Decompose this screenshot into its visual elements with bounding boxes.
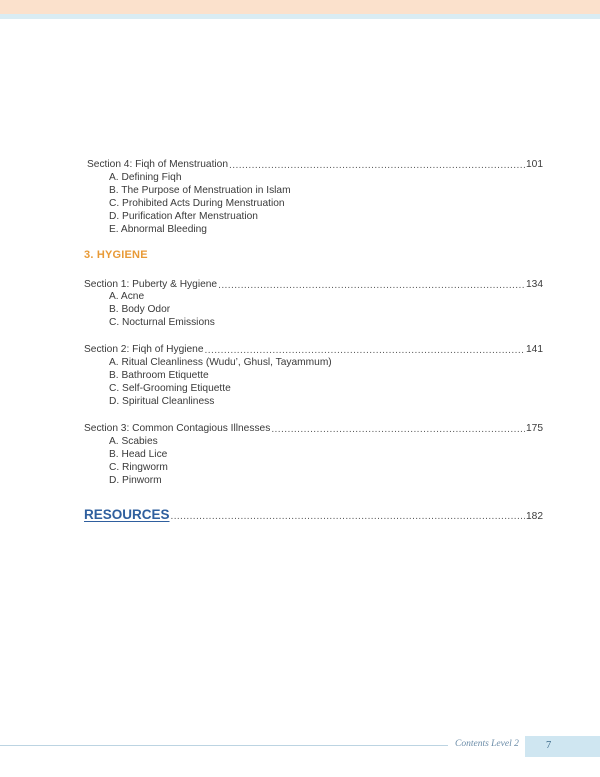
header-accent-line [0,14,600,19]
toc-subitem: A. Ritual Cleanliness (Wudu’, Ghusl, Tayammum) [109,357,332,368]
dot-leader [171,511,525,522]
toc-subitem: B. The Purpose of Menstruation in Islam [109,185,291,196]
toc-subitem: C. Ringworm [109,462,168,473]
page-number: 182 [526,511,543,522]
page-number: 134 [526,279,543,290]
toc-subitem: B. Bathroom Etiquette [109,370,209,381]
toc-subitem: D. Purification After Menstruation [109,211,258,222]
footer-page-tab [525,736,600,757]
section-title: Section 2: Fiqh of Hygiene [84,344,204,355]
toc-subitem: C. Self-Grooming Etiquette [109,383,231,394]
page-number: 175 [526,423,543,434]
footer-rule [0,745,448,746]
toc-section-entry[interactable] [84,421,543,435]
page-number: 141 [526,344,543,355]
dot-leader [218,280,525,291]
section-title: Section 4: Fiqh of Menstruation [87,159,229,170]
page-number: 101 [526,159,543,170]
toc-subitem: D. Pinworm [109,475,162,486]
dot-leader [205,345,526,356]
toc-subitem: C. Nocturnal Emissions [109,317,215,328]
section-title: Section 1: Puberty & Hygiene [84,279,218,290]
header-band [0,0,600,14]
part-heading: 3. HYGIENE [84,249,148,261]
toc-subitem: A. Defining Fiqh [109,172,182,183]
dot-leader [229,160,525,171]
toc-subitem: E. Abnormal Bleeding [109,224,207,235]
footer-page-number: 7 [546,740,552,751]
dot-leader [271,424,525,435]
toc-subitem: D. Spiritual Cleanliness [109,396,215,407]
toc-section-entry[interactable] [84,342,543,356]
toc-section-entry[interactable] [87,157,543,171]
toc-subitem: A. Acne [109,291,145,302]
toc-subitem: C. Prohibited Acts During Menstruation [109,198,285,209]
resources-link[interactable]: RESOURCES [84,507,170,522]
toc-subitem: B. Body Odor [109,304,171,315]
footer-label: Contents Level 2 [455,739,519,749]
toc-subitem: B. Head Lice [109,449,168,460]
toc-subitem: A. Scabies [109,436,158,447]
section-title: Section 3: Common Contagious Illnesses [84,423,271,434]
toc-section-entry[interactable] [84,277,543,291]
resources-entry[interactable] [84,505,543,523]
